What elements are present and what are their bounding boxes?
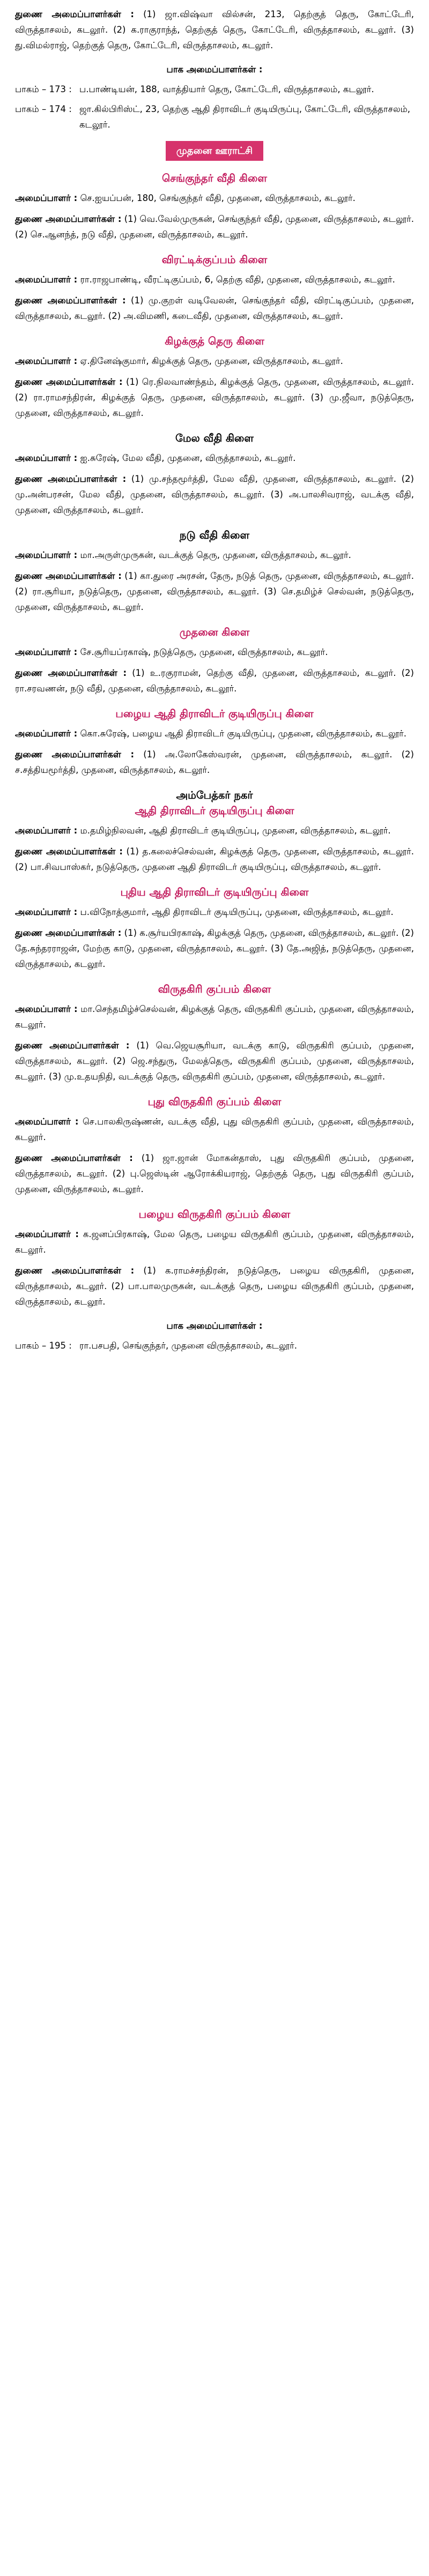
deputy-text: (1) க.ராமச்சந்திரன், நடுத்தெரு, பழைய விருதகிரி, முதனை, விருத்தாசலம், கடலூர். (2) பா.பாலமுருகன், வடக்குத் தெரு, பழைய விருதகிரி குப்பம், முதனை, விருத்தாசலம், கடலூர். — [15, 1265, 414, 1307]
branch-deputies — [15, 665, 414, 696]
branch-organizer — [15, 1226, 414, 1257]
deputy-text: (1) ஜா.விஷ்வா வில்சன், 213, தெற்குத் தெரு, கோட்டேரி, விருத்தாசலம், கடலூர். (2) க.ராகுராந்த், தெற்குத் தெரு, கோட்டேரி, விருத்தாசலம், கடலூர். (3) து.விமல்ராஜ், தெற்குத் தெரு, கோட்டேரி, விருத்தாசலம், கடலூர். — [15, 9, 414, 50]
branch-deputies — [15, 1150, 414, 1197]
deputy-text: (1) மு.சந்தமூர்த்தி, மேல வீதி, முதனை, விருத்தாசலம், கடலூர். (2) மு.அன்பரசன், மேல வீதி, முதனை, விருத்தாசலம், கடலூர். (3) அ.பாலசிவராஜ், வடக்கு வீதி, முதனை, விருத்தாசலம், கடலூர். — [15, 474, 414, 515]
booth-number: பாகம் – 195 : — [15, 1341, 72, 1351]
organizer-label: அமைப்பாளர் : — [15, 1004, 78, 1014]
organizer-label: அமைப்பாளர் : — [15, 356, 78, 366]
organizer-text: செ.ஐயப்பன், 180, செங்குந்தர் வீதி, முதனை, விருத்தாசலம், கடலூர். — [77, 193, 356, 203]
branch-title: பழைய விருதகிரி குப்பம் கிளை — [138, 1208, 291, 1220]
deputy-label: துணை அமைப்பாளர்கள் : — [15, 846, 123, 857]
booth-organizer: ஜா.கில்பிரிஸ்ட், 23, தெற்கு ஆதி திராவிடர் குடியிருப்பு, கோட்டேரி, விருத்தாசலம், கடலூர். — [79, 104, 411, 130]
panchayat-banner: முதனை ஊராட்சி — [166, 141, 263, 161]
booth-organizer: ரா.பசபதி, செங்குந்தர், முதனை விருத்தாசலம், கடலூர். — [79, 1341, 297, 1351]
booth-number: பாகம் – 174 : — [15, 104, 72, 114]
deputy-text: (1) க.சூர்யபிரகாஷ், கிழக்குத் தெரு, முதனை, விருத்தாசலம், கடலூர். (2) தே.சுந்தரராஜன், மேற்கு காடு, முதனை, விருத்தாசலம், கடலூர். (3) தே.அஜித், நடுத்தெரு, முதனை, விருத்தாசலம், கடலூர். — [15, 928, 414, 969]
branch-organizer — [15, 726, 414, 741]
branch-organizer — [15, 904, 414, 920]
booth-row — [15, 81, 414, 97]
organizer-text: செ.பாலகிருஷ்ணன், வடக்கு வீதி, புது விருதகிரி குப்பம், முதனை, விருத்தாசலம், கடலூர். — [15, 1116, 414, 1142]
branch-deputies — [15, 747, 414, 778]
branch-title: மேல வீதி கிளை — [175, 432, 254, 444]
branch-deputies — [15, 568, 414, 615]
branch-deputies — [15, 374, 414, 421]
booth-organizer: ப.பாண்டியன், 188, வாத்தியார் தெரு, கோட்டேரி, விருத்தாசலம், கடலூர். — [79, 84, 374, 94]
deputy-label: துணை அமைப்பாளர்கள் : — [15, 668, 127, 678]
branch-deputies — [15, 293, 414, 324]
deputy-label: துணை அமைப்பாளர்கள் : — [15, 214, 122, 224]
organizer-label: அமைப்பாளர் : — [15, 825, 78, 836]
deputy-label: துணை அமைப்பாளர்கள் : — [15, 749, 135, 760]
organizer-text: ம.தமிழ்நிலவன், ஆதி திராவிடர் குடியிருப்பு, முதனை, விருத்தாசலம், கடலூர். — [77, 825, 391, 836]
deputy-label: துணை அமைப்பாளர்கள் : — [15, 928, 122, 938]
branch-title: விருதகிரி குப்பம் கிளை — [158, 983, 271, 995]
organizer-label: அமைப்பாளர் : — [15, 453, 78, 463]
branch-deputies — [15, 844, 414, 875]
deputy-text: (1) ரெ.நிலவாண்ந்தம், கிழக்குத் தெரு, முதனை, விருத்தாசலம், கடலூர். (2) ரா.ராமசந்திரன், கிழக்குத் தெரு, முதனை, விருத்தாசலம், கடலூர். (3) மு.ஜீவா, நடுத்தெரு, முதனை, விருத்தாசலம், கடலூர். — [15, 377, 414, 418]
organizer-label: அமைப்பாளர் : — [15, 550, 78, 560]
deputy-text: (1) கா.துரை அரசன், தேரு, நடுத் தெரு, முதனை, விருத்தாசலம், கடலூர். (2) ரா.சூரியா, நடுத்தெரு, முதனை, விருத்தாசலம், கடலூர். (3) செ.தமிழ்ச் செல்வன், நடுத்தெரு, முதனை, விருத்தாசலம், கடலூர். — [15, 571, 414, 612]
panchayat-banner-wrap — [15, 141, 414, 161]
organizer-label: அமைப்பாளர் : — [15, 728, 78, 739]
branch-deputies — [15, 925, 414, 972]
top-deputy-organizers — [15, 6, 414, 53]
organizer-text: சே.சூரியப்ரகாஷ், நடுத்தெரு, முதனை, விருத்தாசலம், கடலூர். — [77, 647, 328, 657]
branch-title-line: ஆதி திராவிடர் குடியிருப்பு கிளை — [135, 805, 294, 817]
branch-deputies — [15, 1038, 414, 1084]
organizer-label: அமைப்பாளர் : — [15, 647, 78, 657]
deputy-text: (1) வெ.வேல்முருகன், செங்குந்தர் வீதி, முதனை, விருத்தாசலம், கடலூர். (2) செ.ஆனந்த், நடு வீதி, முதனை, விருத்தாசலம், கடலூர். — [15, 214, 414, 240]
deputy-text: (1) உ.ரகுராமன், தெற்கு வீதி, முதனை, விருத்தாசலம், கடலூர். (2) ரா.சரவணன், நடு வீதி, முதனை, விருத்தாசலம், கடலூர். — [15, 668, 414, 694]
branch-title: கிழக்குத் தெரு கிளை — [165, 335, 264, 347]
bottom-booth-heading: பாக அமைப்பாளர்கள் : — [166, 1321, 263, 1331]
branch-deputies — [15, 211, 414, 242]
branch-title — [15, 787, 414, 818]
deputy-text: (1) வெ.ஜெயசூரியா, வடக்கு காடு, விருதகிரி குப்பம், முதனை, விருத்தாசலம், கடலூர். (2) ஜெ.சந்துரு, மேலத்தெரு, விருதகிரி குப்பம், முதனை, விருத்தாசலம், கடலூர். (3) மு.உதயநிதி, வடக்குத் தெரு, விருதகிரி குப்பம், முதனை, விருத்தாசலம், கடலூர். — [15, 1040, 414, 1082]
top-booth-heading: பாக அமைப்பாளர்கள் : — [166, 64, 263, 75]
branch-organizer — [15, 1001, 414, 1032]
organizer-label: அமைப்பாளர் : — [15, 1229, 79, 1239]
branch-organizer — [15, 547, 414, 563]
branch-title: புதிய ஆதி திராவிடர் குடியிருப்பு கிளை — [120, 886, 309, 898]
branch-organizer — [15, 190, 414, 206]
organizer-label: அமைப்பாளர் : — [15, 907, 78, 917]
booth-row — [15, 1338, 414, 1353]
branch-deputies — [15, 1263, 414, 1309]
organizer-text: ஐ.சுரேஷ், மேல வீதி, முதனை, விருத்தாசலம், கடலூர். — [77, 453, 296, 463]
organizer-text: ஏ.தினேஷ்குமார், கிழக்குத் தெரு, முதனை, விருத்தாசலம், கடலூர். — [77, 356, 343, 366]
deputy-label: துணை அமைப்பாளர்கள் : — [15, 295, 126, 306]
deputy-label: துணை அமைப்பாளர்கள் : — [15, 9, 135, 19]
branch-organizer — [15, 450, 414, 466]
organizer-text: ப.விநோத்குமார், ஆதி திராவிடர் குடியிருப்பு, முதனை, விருத்தாசலம், கடலூர். — [77, 907, 394, 917]
deputy-label: துணை அமைப்பாளர்கள் : — [15, 377, 123, 387]
branch-organizer — [15, 823, 414, 838]
branch-deputies — [15, 471, 414, 518]
organizer-text: மா.செந்தமிழ்ச்செல்வன், கிழக்குத் தெரு, விருதகிரி குப்பம், முதனை, விருத்தாசலம், கடலூர். — [15, 1004, 415, 1030]
deputy-text: (1) த.கலைச்செல்வன், கிழக்குத் தெரு, முதனை, விருத்தாசலம், கடலூர். (2) பா.சிவபாஸ்கர், நடுத்தெரு, முதனை ஆதி திராவிடர் குடியிருப்பு, விருத்தாசலம், கடலூர். — [15, 846, 414, 872]
deputy-label: துணை அமைப்பாளர்கள் : — [15, 474, 127, 484]
booth-row — [15, 101, 414, 132]
branch-organizer — [15, 644, 414, 660]
deputy-label: துணை அமைப்பாளர்கள் : — [15, 1153, 133, 1163]
booth-number: பாகம் – 173 : — [15, 84, 72, 94]
deputy-text: (1) மு.குறள் வடிவேலன், செங்குந்தர் வீதி, விரட்டிகுப்பம், முதனை, விருத்தாசலம், கடலூர். (2) அ.விமணி, கடைவீதி, முதனை, விருத்தாசலம், கடலூர். — [15, 295, 414, 321]
organizer-text: ரா.ராஜபாண்டி, வீரட்டிகுப்பம், 6, தெற்கு வீதி, முதனை, விருத்தாசலம், கடலூர். — [77, 274, 395, 285]
branch-title: நடு வீதி கிளை — [179, 529, 250, 541]
branch-title: விரட்டிக்குப்பம் கிளை — [161, 254, 268, 266]
deputy-text: (1) ஜா.ஜான் மோகன்தாஸ், புது விருதகிரி குப்பம், முதனை, விருத்தாசலம், கடலூர். (2) பு.ஜெஸ்டின் ஆரோக்கியராஜ், தெற்குத் தெரு, புது விருதகிரி குப்பம், முதனை, விருத்தாசலம், கடலூர். — [15, 1153, 414, 1194]
deputy-label: துணை அமைப்பாளர்கள் : — [15, 1040, 130, 1051]
organizer-label: அமைப்பாளர் : — [15, 193, 78, 203]
organizer-label: அமைப்பாளர் : — [15, 274, 78, 285]
branch-organizer — [15, 353, 414, 369]
organizer-text: க.ஜனப்பிரகாஷ், மேல தெரு, பழைய விருதகிரி குப்பம், முதனை, விருத்தாசலம், கடலூர். — [15, 1229, 414, 1255]
branch-title: முதனை கிளை — [179, 626, 250, 638]
branch-title: பழைய ஆதி திராவிடர் குடியிருப்பு கிளை — [115, 708, 314, 720]
branch-title: புது விருதகிரி குப்பம் கிளை — [147, 1096, 282, 1108]
deputy-label: துணை அமைப்பாளர்கள் : — [15, 571, 122, 581]
branch-organizer — [15, 1114, 414, 1145]
deputy-text: (1) அ.லோகேஸ்வரன், முதனை, விருத்தாசலம், கடலூர். (2) ச.சத்தியமூர்த்தி, முதனை, விருத்தாசலம், கடலூர். — [15, 749, 414, 775]
organizer-label: அமைப்பாளர் : — [15, 1116, 79, 1127]
branch-title: செங்குந்தர் வீதி கிளை — [162, 172, 267, 184]
branch-title-line: அம்பேத்கர் நகர் — [176, 789, 253, 801]
organizer-text: கொ.சுரேஷ், பழைய ஆதி திராவிடர் குடியிருப்பு, முதனை, விருத்தாசலம், கடலூர். — [77, 728, 407, 739]
branch-organizer — [15, 272, 414, 287]
deputy-label: துணை அமைப்பாளர்கள் : — [15, 1265, 135, 1276]
organizer-text: மா.அருள்முருகன், வடக்குத் தெரு, முதனை, விருத்தாசலம், கடலூர். — [77, 550, 351, 560]
